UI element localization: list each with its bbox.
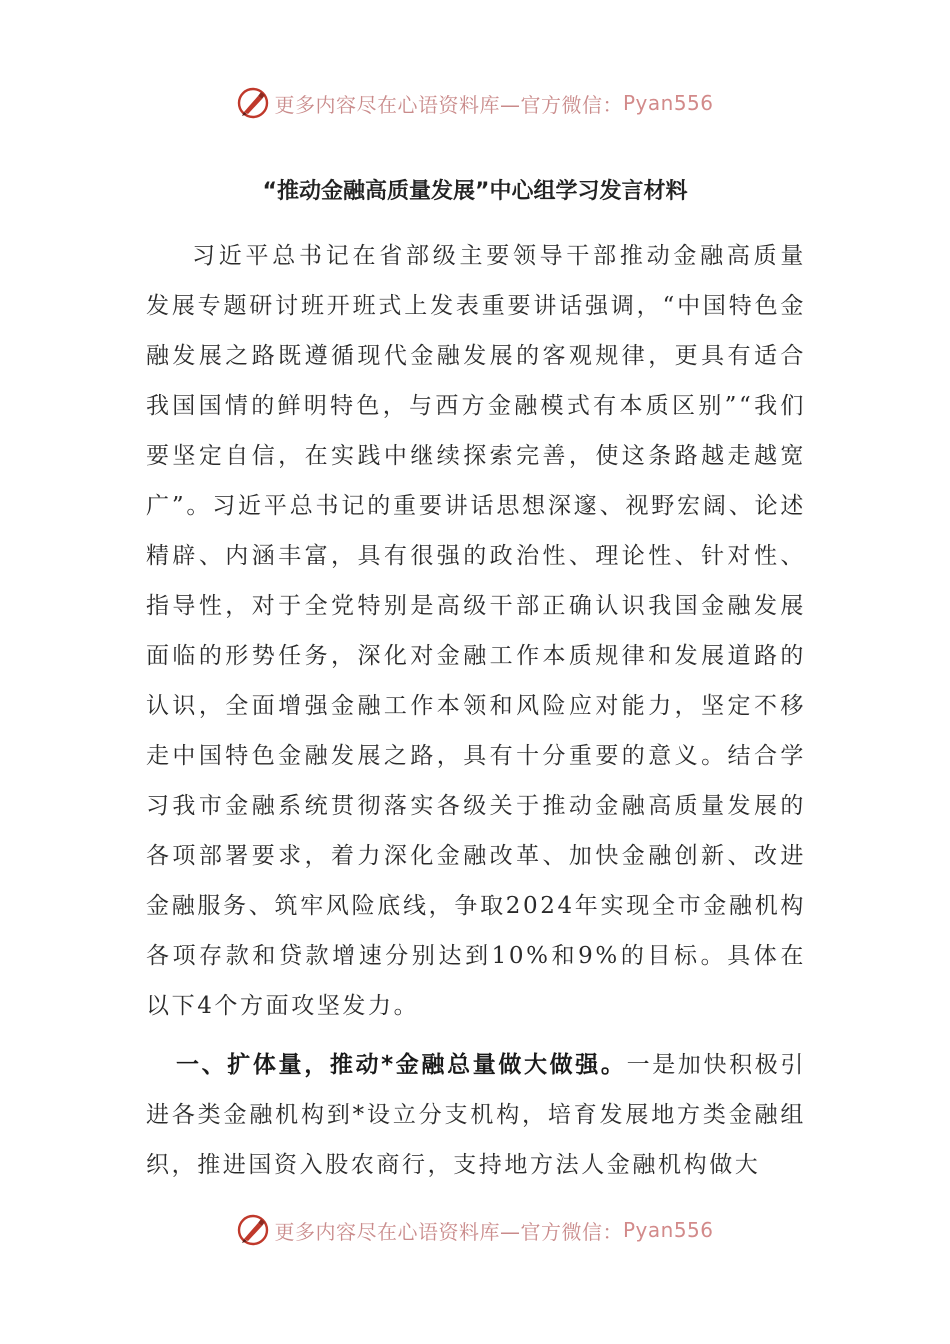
watermark-footer (0, 1210, 950, 1250)
section-heading: 一、扩体量，推动*金融总量做大做强。 (176, 1052, 627, 1078)
watermark-wechat-id: Pyan556 (622, 91, 714, 115)
paragraph-intro: 习近平总书记在省部级主要领导干部推动金融高质量发展专题研讨班开班式上发表重要讲话强调，“中国特色金融发展之路既遵循现代金融发展的客观规律，更具有适合我国国情的鲜明特色，与西方金融模式有本质区别”“我们要坚定自信，在实践中继续探索完善，使这条路越走越宽广”。习近平总书记的重要讲话思想深邃、视野宏阔、论述精辟、内涵丰富，具有很强的政治性、理论性、针对性、指导性，对于全党特别是高级干部正确认识我国金融发展面临的形势任务，深化对金融工作本质规律和发展道路的认识，全面增强金融工作本领和风险应对能力，坚定不移走中国特色金融发展之路，具有十分重要的意义。结合学习我市金融系统贯彻落实各级关于推动金融高质量发展的各项部署要求，着力深化金融改革、加快金融创新、改进金融服务、筑牢风险底线，争取2024年实现全市金融机构各项存款和贷款增速分别达到10%和9%的目标。具体在以下4个方面攻坚发力。 (146, 243, 806, 1019)
document-title: “推动金融高质量发展”中心组学习发言材料 (262, 179, 688, 204)
pen-logo-icon (236, 1213, 270, 1247)
section-body: 一是加快积极引进各类金融机构到*设立分支机构，培育发展地方类金融组织，推进国资入股农商行，支持地方法人金融机构做大 (146, 1052, 807, 1178)
watermark-header (0, 83, 950, 123)
watermark-text: 更多内容尽在心语资料库—官方微信： (274, 92, 623, 117)
watermark-wechat-id: Pyan556 (622, 1218, 714, 1242)
pen-logo-icon (236, 86, 270, 120)
watermark-text: 更多内容尽在心语资料库—官方微信： (274, 1219, 623, 1244)
paragraph-section-one (146, 1040, 806, 1190)
